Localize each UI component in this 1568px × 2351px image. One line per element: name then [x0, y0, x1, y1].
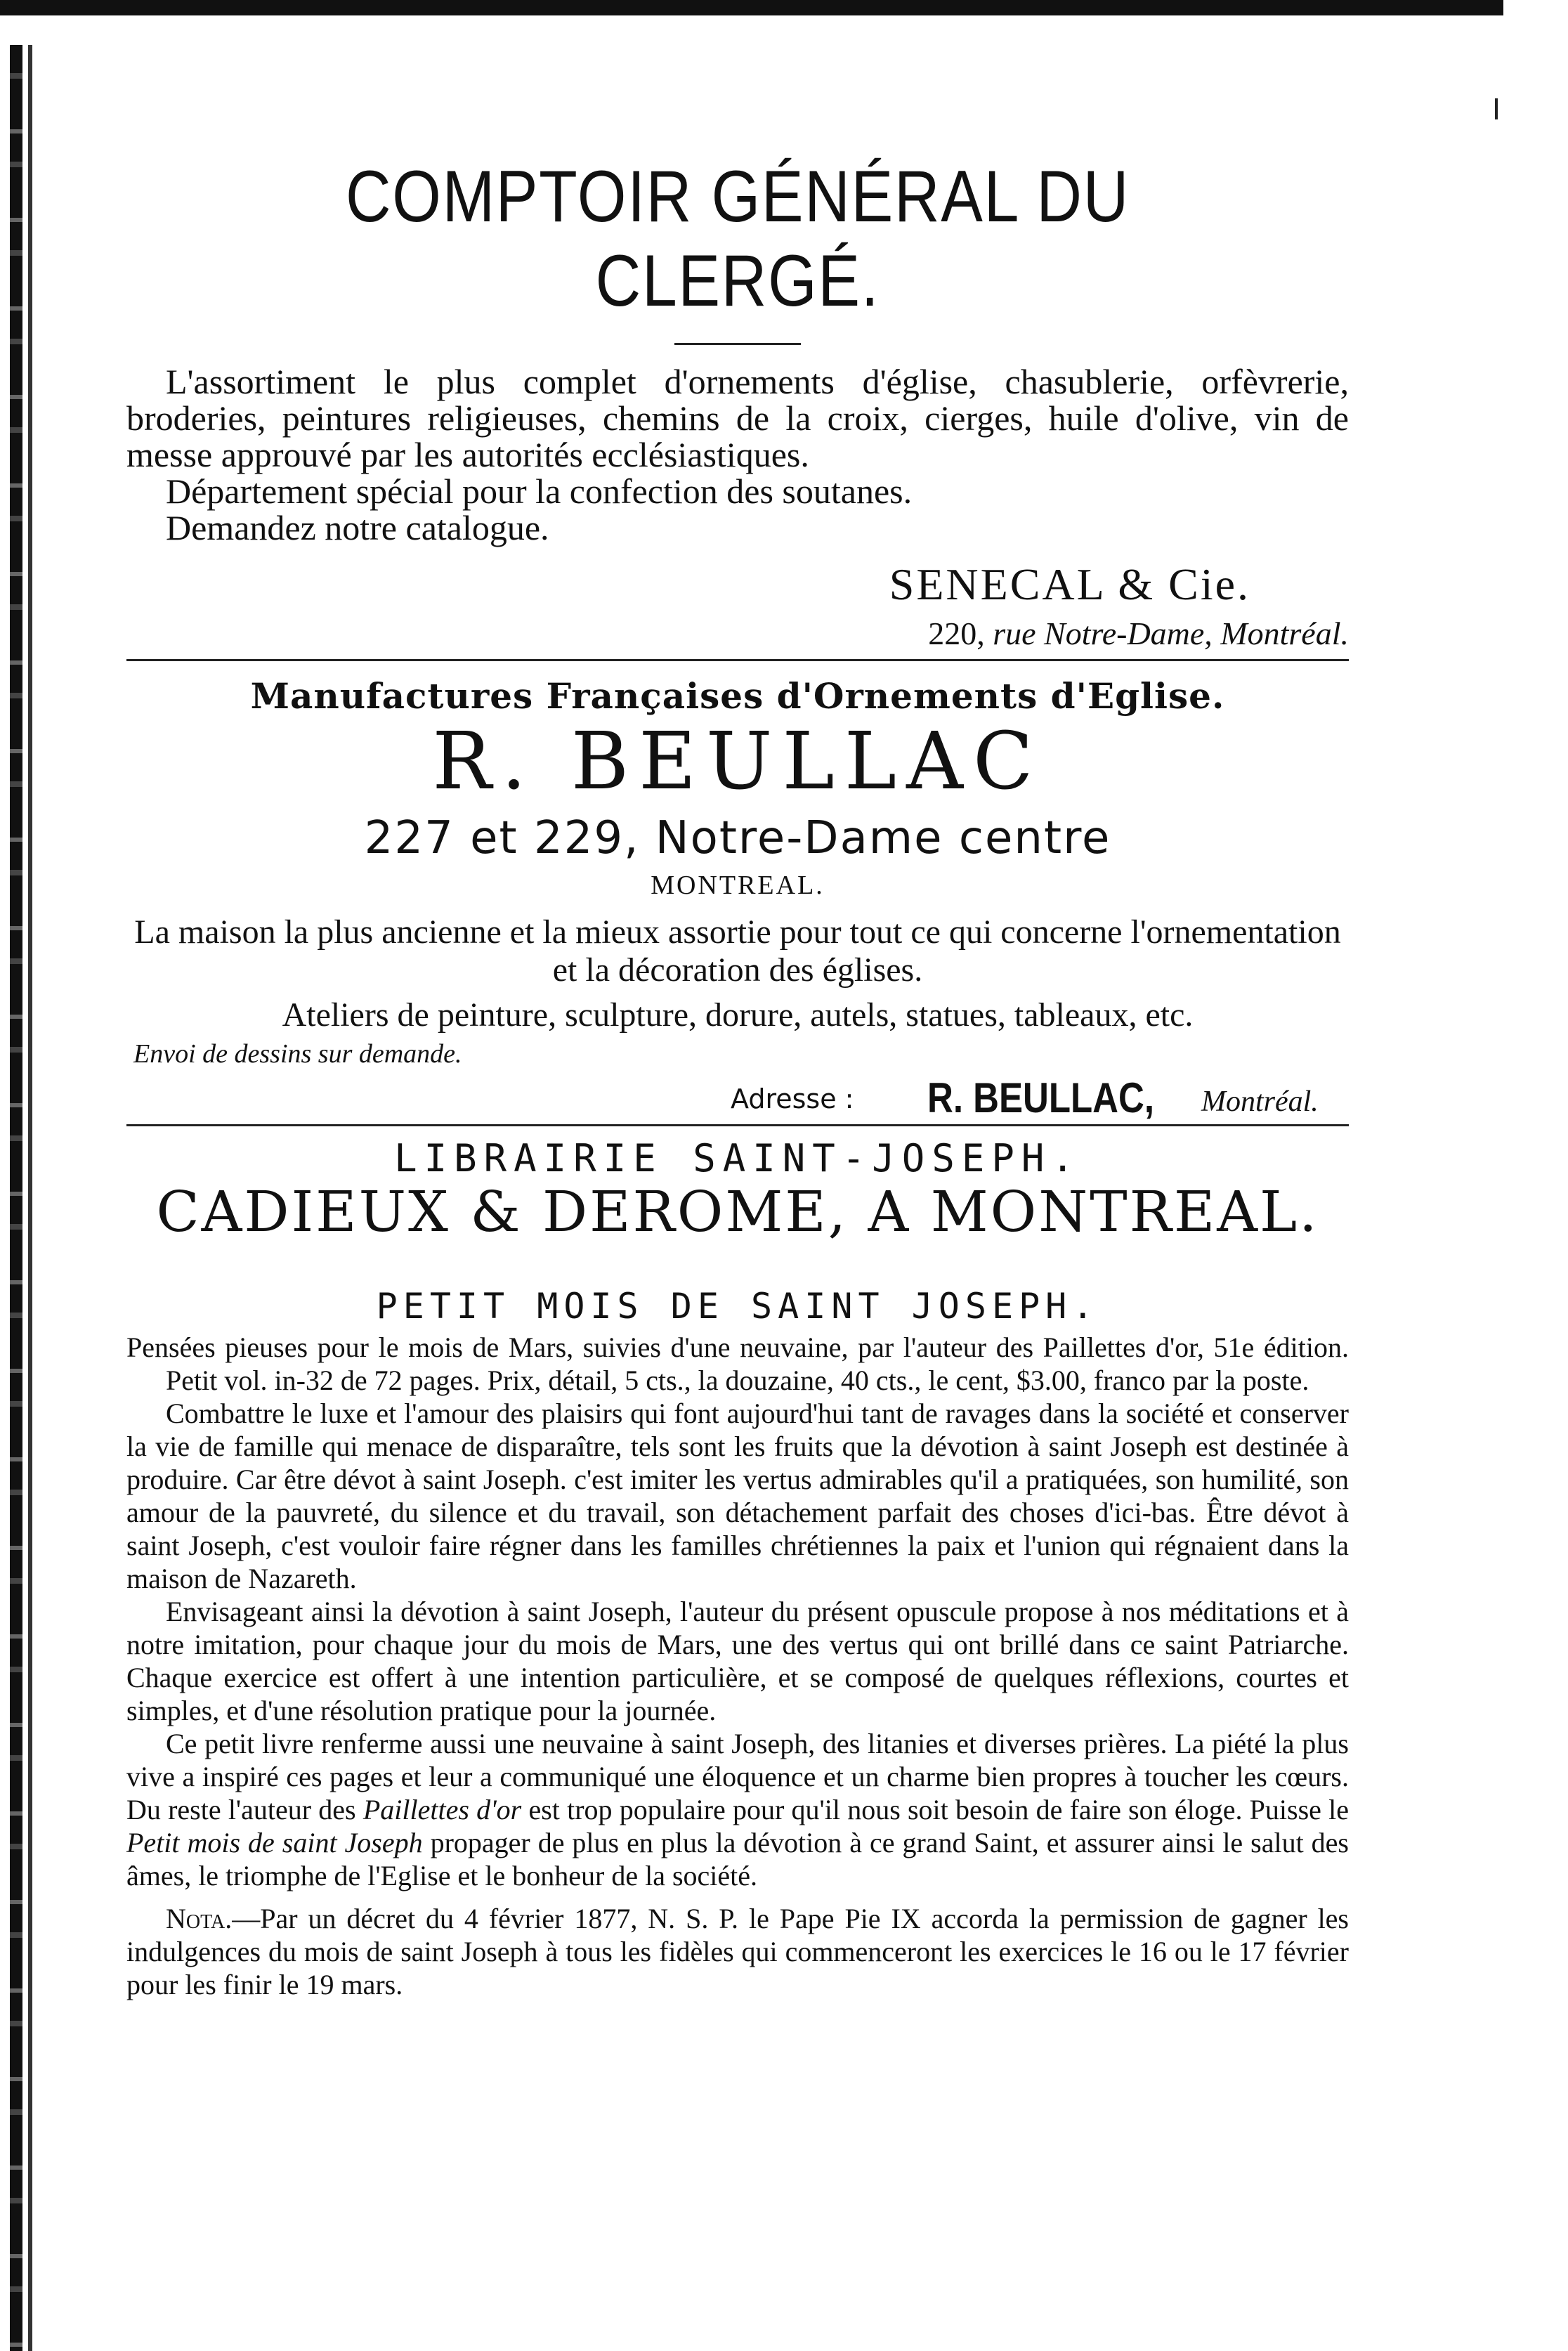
senecal-address-number: 220,: [928, 616, 993, 651]
book-paragraph-2: Combattre le luxe et l'amour des plaisirs qui font aujourd'hui tant de ravages dans la société et conserver la vie de famille qui menace de disparaître, tels sont les fruits que la dévotion à saint Joseph est destinée à produire. Car être dévot à saint Joseph. c'est imiter les vertus admirables qu'il a pratiquées, son humilité, son amour de la pauvreté, du silence et du travail, son détachement parfait des choses d'ici-bas. Être dévot à saint Joseph, c'est vouloir faire régner dans les familles chrétiennes la paix et l'union qui régnaient dans la maison de Nazareth.: [126, 1398, 1349, 1594]
beullac-adresse-row: [126, 1071, 1349, 1124]
nota-text: —Par un décret du 4 février 1877, N. S. P. le Pape Pie IX accorda la permission de gagner les indulgences du mois de saint Joseph à tous les fidèles qui commenceront les exercices le 16 ou le 17 février pour les finir le 19 mars.: [126, 1903, 1349, 2000]
beullac-advertisement: [126, 675, 1349, 1124]
comptoir-advertisement: [126, 155, 1349, 652]
book-title: PETIT MOIS DE SAINT JOSEPH.: [376, 1286, 1099, 1327]
senecal-address: [126, 615, 1349, 652]
book-paragraph-4-title-2: Petit mois de saint Joseph: [126, 1827, 423, 1858]
book-description: Pensées pieuses pour le mois de Mars, suivies d'une neuvaine, par l'auteur des Paillettes d'or, 51e édition. Petit vol. in-32 de 72 pages. Prix, détail, 5 cts., la douzaine, 40 cts., le cent, $3.00, franco par la poste.: [126, 1331, 1349, 1396]
adresse-name: R. BEULLAC,: [927, 1074, 1154, 1121]
adresse-label: Adresse :: [731, 1083, 854, 1114]
book-paragraph-3: Envisageant ainsi la dévotion à saint Joseph, l'auteur du présent opuscule propose à nos méditations et à notre imitation, pour chaque jour du mois de Mars, une des vertus qui ont brillé dans ce saint Patriarche. Chaque exercice est offert à une intention particulière, et se composé de quelques réflexions, courtes et simples, et d'une résolution pratique pour la journée.: [126, 1596, 1349, 1726]
librairie-heading: LIBRAIRIE SAINT-JOSEPH.: [394, 1136, 1081, 1180]
beullac-envoi: Envoi de dessins sur demande.: [133, 1039, 462, 1069]
right-margin-mark: [1495, 98, 1498, 119]
senecal-company-name: SENECAL & Cie.: [889, 559, 1250, 609]
beullac-heading: Manufactures Françaises d'Ornements d'Eglise.: [250, 675, 1225, 717]
beullac-address: 227 et 229, Notre-Dame centre: [364, 812, 1111, 864]
section-divider-2: [126, 1124, 1349, 1126]
comptoir-paragraph-3: Demandez notre catalogue.: [166, 508, 549, 547]
book-paragraph-4-part-a: Ce petit livre renferme aussi une neuvaine à saint Joseph, des litanies et diverses prières. La piété la plus vive a inspiré ces pages et leur a communiqué une éloquence et un charme bien propres à toucher les cœurs. Du reste l'auteur des: [126, 1728, 1349, 1825]
beullac-name: R. BEULLAC: [432, 716, 1043, 807]
beullac-city: MONTREAL.: [651, 871, 825, 900]
left-border: [10, 45, 22, 2351]
book-paragraph-4-part-b: est trop populaire pour qu'il nous soit besoin de faire son éloge. Puisse le: [521, 1794, 1349, 1825]
advertisement-page-content: [126, 126, 1349, 2001]
librairie-advertisement: [126, 1136, 1349, 2001]
comptoir-paragraph-1: L'assortiment le plus complet d'ornements d'église, chasublerie, orfèvrerie, broderies, peintures religieuses, chemins de la croix, cierges, huile d'olive, vin de messe approuvé par les autorités ecclésiastiques.: [126, 362, 1349, 474]
title-divider: [674, 343, 801, 345]
comptoir-paragraph-2: Département spécial pour la confection des soutanes.: [166, 471, 913, 511]
adresse-city: Montréal.: [1201, 1086, 1319, 1118]
nota-paragraph: [126, 1902, 1349, 2001]
book-paragraph-4: [126, 1727, 1349, 1892]
beullac-description: La maison la plus ancienne et la mieux assortie pour tout ce qui concerne l'ornementation et la décoration des églises.: [134, 913, 1341, 989]
section-divider: [126, 659, 1349, 661]
top-border-rule: [0, 0, 1503, 15]
book-paragraph-4-title-1: Paillettes d'or: [362, 1794, 522, 1825]
senecal-address-street: rue Notre-Dame, Montréal.: [993, 616, 1349, 651]
left-border-inner: [28, 45, 32, 2351]
comptoir-title: COMPTOIR GÉNÉRAL DU CLERGÉ.: [345, 156, 1130, 322]
librairie-publisher: CADIEUX & DEROME, A MONTREAL.: [156, 1179, 1319, 1244]
book-paragraph-4-part-c: propager de plus en plus la dévotion à ce grand Saint, et assurer ainsi le salut des âmes, le triomphe de l'Eglise et le bonheur de la société.: [126, 1827, 1349, 1891]
beullac-workshops: Ateliers de peinture, sculpture, dorure, autels, statues, tableaux, etc.: [282, 996, 1194, 1034]
nota-label: Nota.: [166, 1903, 233, 1934]
